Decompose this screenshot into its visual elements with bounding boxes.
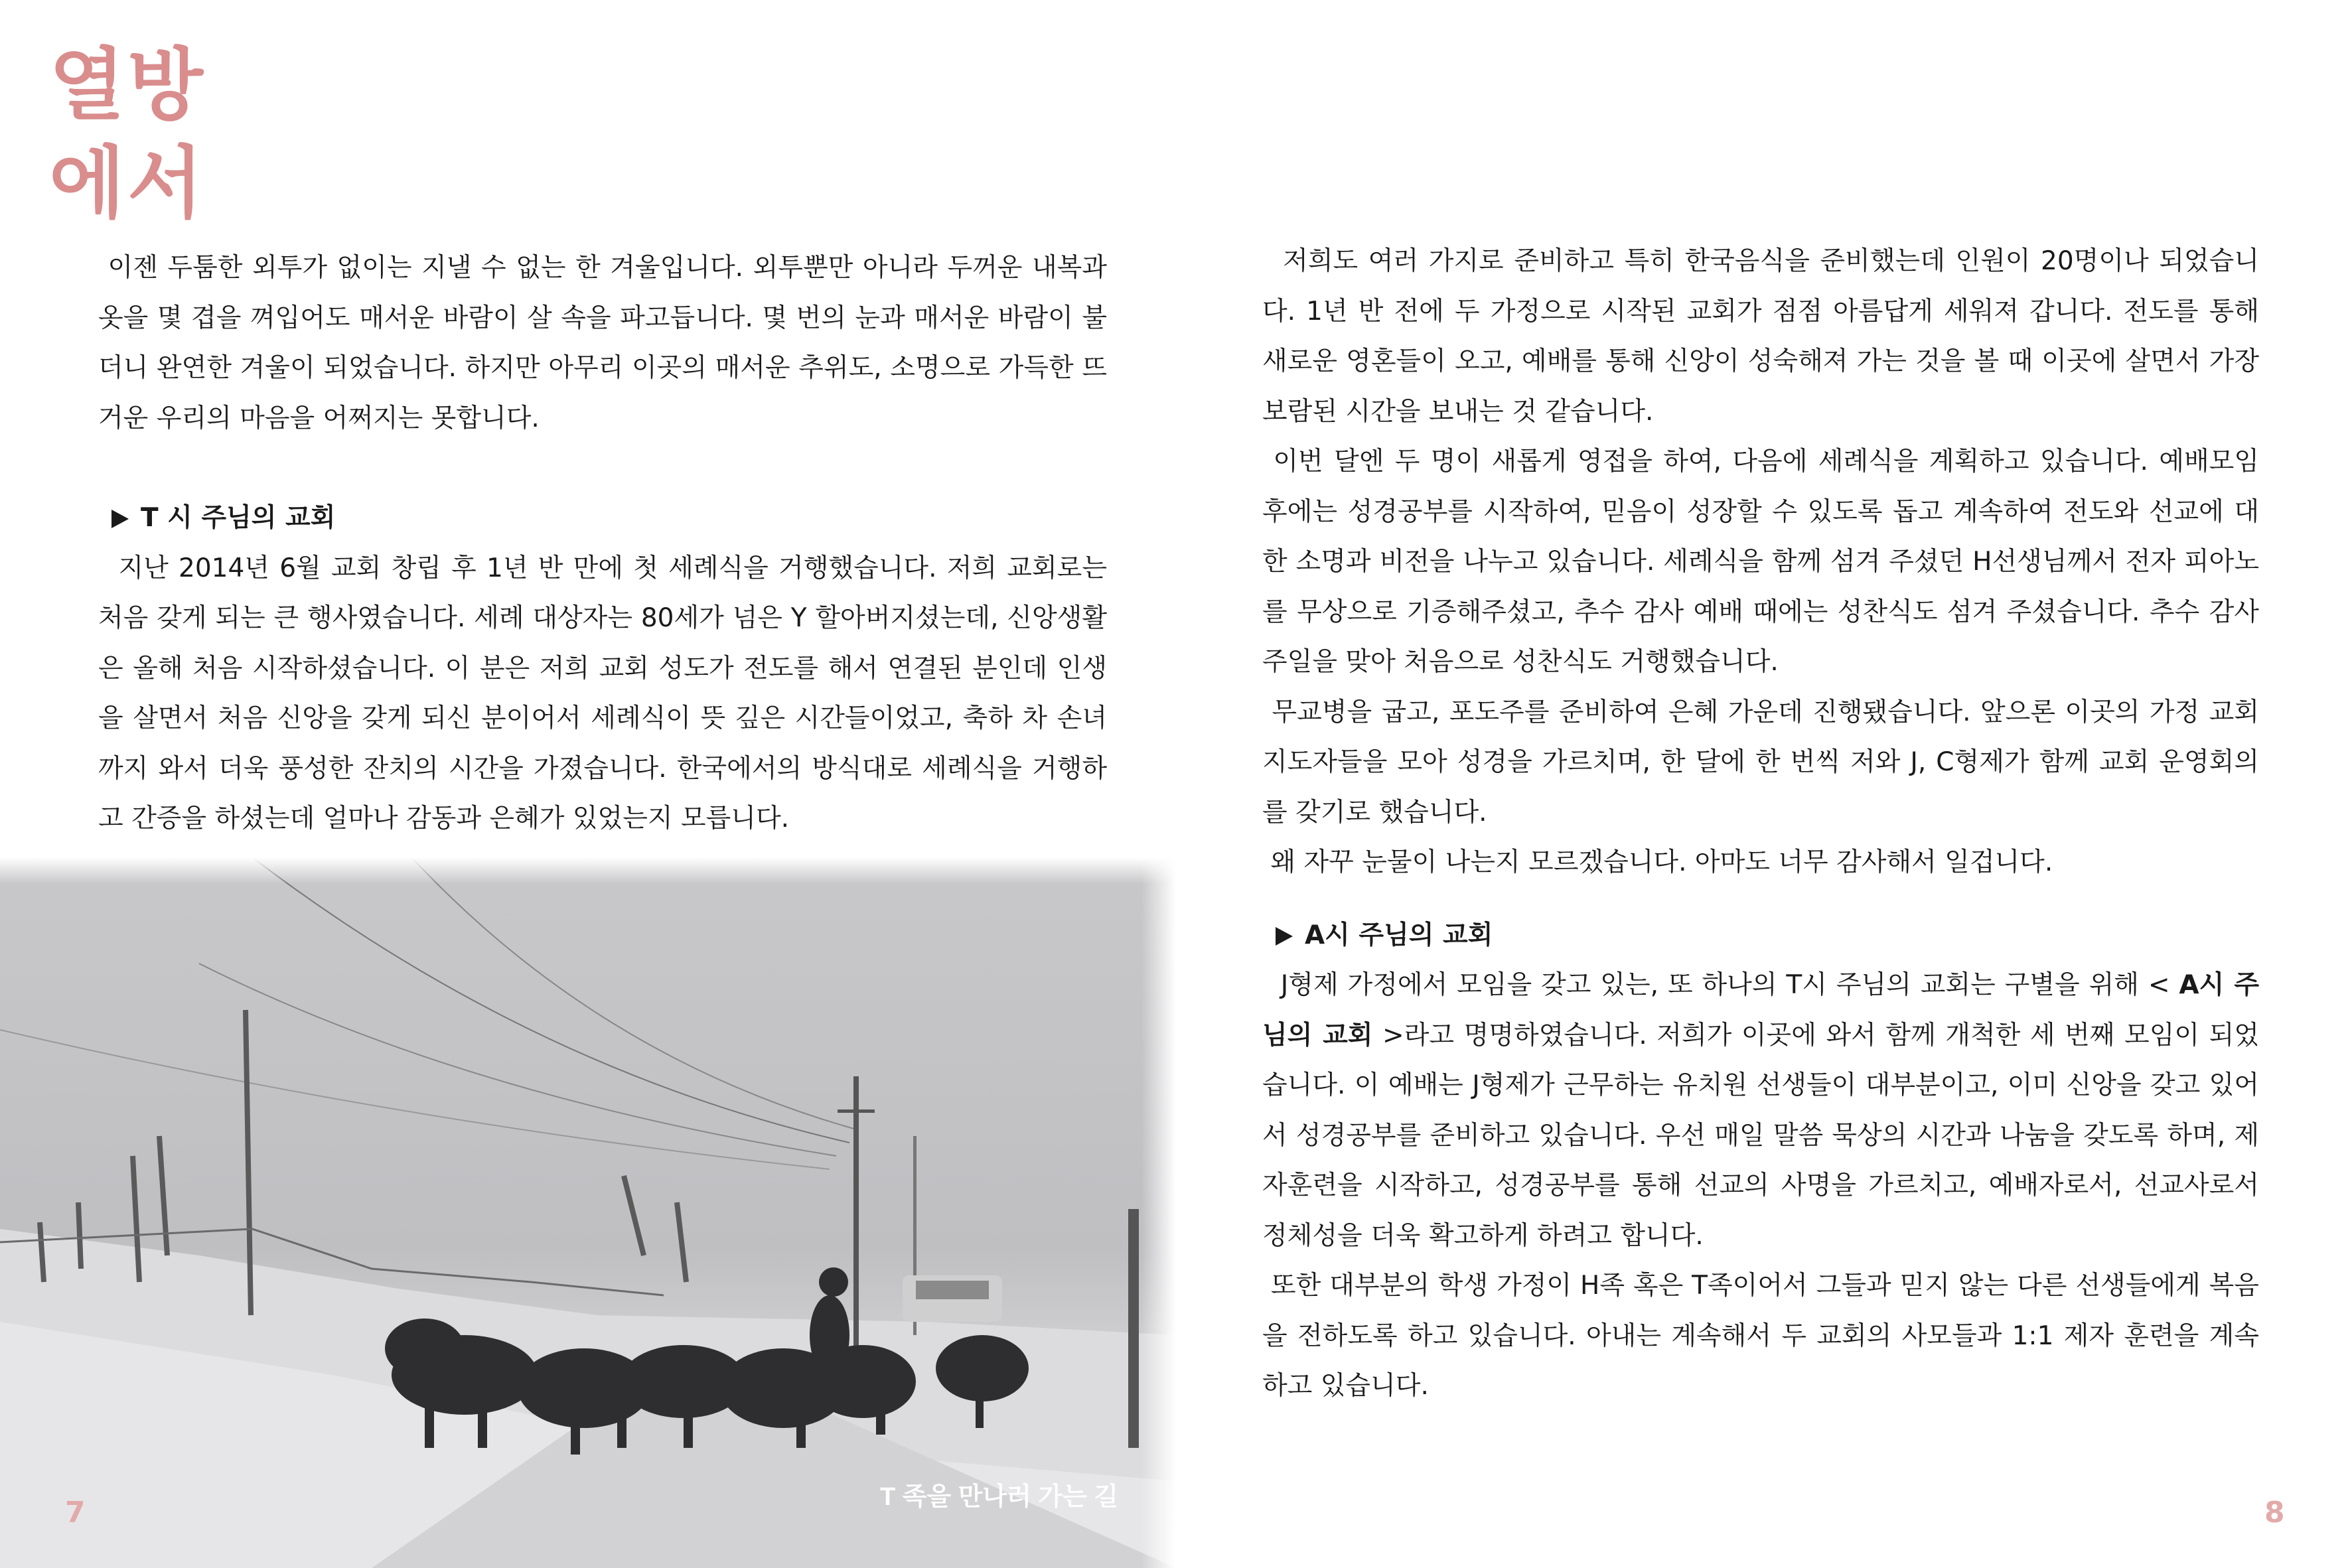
a-city-paragraph-2: 또한 대부분의 학생 가정이 H족 혹은 T족이어서 그들과 믿지 않는 다른 선생들에게 복음을 전하도록 하고 있습니다. 아내는 계속해서 두 교회의 사모들과 1:1 제자 훈련을 계속 하고 있습니다. (1262, 1271, 2259, 1401)
paragraph-2: 이번 달엔 두 명이 새롭게 영접을 하여, 다음에 세례식을 계획하고 있습니다. 예배모임 후에는 성경공부를 시작하여, 믿음이 성장할 수 있도록 돕고 계속하여 전도와 선교에 대한 소명과 비전을 나누고 있습니다. 세례식을 함께 섬겨 주셨던 H선생님께서 전자 피아노를 무상으로 기증해주셨고, 추수 감사 예배 때에는 성찬식도 섬겨 주셨습니다. 추수 감사 주일을 맞아 처음으로 성찬식도 거행했습니다. (1262, 447, 2259, 677)
paragraph-1: 저희도 여러 가지로 준비하고 특히 한국음식을 준비했는데 인원이 20명이나 되었습니다. 1년 반 전에 두 가정으로 시작된 교회가 점점 아름답게 세워져 갑니다. 전도를 통해 새로운 영혼들이 오고, 예배를 통해 신앙이 성숙해져 가는 것을 볼 때 이곳에 살면서 가장 보람된 시간을 보내는 것 같습니다. (1262, 246, 2259, 427)
triangle-bullet-icon (1276, 927, 1293, 946)
page-number-right: 8 (2264, 1496, 2285, 1530)
title-line-1: 열방 (49, 39, 206, 131)
inline-bold-church-name: A시 주님의 교회 (1262, 970, 2260, 1050)
right-text-column (1262, 236, 2259, 1411)
title-line-2: 에서 (49, 137, 206, 229)
left-text-column (98, 243, 1107, 844)
section-heading-a-city: A시 주님의 교회 (1262, 910, 2259, 961)
right-page (1176, 0, 2352, 1568)
snow-road-photo (0, 857, 1176, 1568)
section-heading-t-city: T 시 주님의 교회 (98, 493, 1107, 543)
photo-caption: T 족을 만나러 가는 길 (880, 1483, 1119, 1511)
paragraph-3: 무교병을 굽고, 포도주를 준비하여 은혜 가운데 진행됐습니다. 앞으론 이곳의 가정 교회 지도자들을 모아 성경을 가르치며, 한 달에 한 번씩 저와 J, C형제가 함께 교회 운영회의를 갖기로 했습니다. (1262, 697, 2259, 827)
intro-paragraph: 이젠 두툼한 외투가 없이는 지낼 수 없는 한 겨울입니다. 외투뿐만 아니라 두꺼운 내복과 옷을 몇 겹을 껴입어도 매서운 바람이 살 속을 파고듭니다. 몇 번의 눈과 매서운 바람이 불더니 완연한 겨울이 되었습니다. 하지만 아무리 이곳의 매서운 추위도, 소명으로 가득한 뜨거운 우리의 마음을 어쩌지는 못합니다. (98, 253, 1107, 433)
page-number-left: 7 (65, 1496, 86, 1530)
a-city-paragraph-1: J형제 가정에서 모임을 갖고 있는, 또 하나의 T시 주님의 교회는 구별을 위해 < A시 주님의 교회 >라고 명명하였습니다. 저희가 이곳에 와서 함께 개척한 세 번째 모임이 되었습니다. 이 예배는 J형제가 근무하는 유치원 선생들이 대부분이고, 이미 신앙을 갖고 있어서 성경공부를 준비하고 있습니다. 우선 매일 말씀 묵상의 시간과 나눔을 갖도록 하며, 제자훈련을 시작하고, 성경공부를 통해 선교의 사명을 가르치고, 예배자로서, 선교사로서 정체성을 더욱 확고하게 하려고 합니다. (1262, 970, 2260, 1251)
page-title (49, 36, 206, 232)
paragraph-4: 왜 자꾸 눈물이 나는지 모르겠습니다. 아마도 너무 감사해서 일겁니다. (1270, 847, 2053, 877)
baptism-paragraph: 지난 2014년 6월 교회 창립 후 1년 반 만에 첫 세례식을 거행했습니다. 저희 교회로는 처음 갖게 되는 큰 행사였습니다. 세례 대상자는 80세가 넘은 Y 할아버지셨는데, 신앙생활은 올해 처음 시작하셨습니다. 이 분은 저희 교회 성도가 전도를 해서 연결된 분인데 인생을 살면서 처음 신앙을 갖게 되신 분이어서 세례식이 뜻 깊은 시간들이었고, 축하 차 손녀까지 와서 더욱 풍성한 잔치의 시간을 가졌습니다. 한국에서의 방식대로 세례식을 거행하고 간증을 하셨는데 얼마나 감동과 은혜가 있었는지 모릅니다. (98, 553, 1107, 833)
triangle-bullet-icon (111, 510, 129, 528)
